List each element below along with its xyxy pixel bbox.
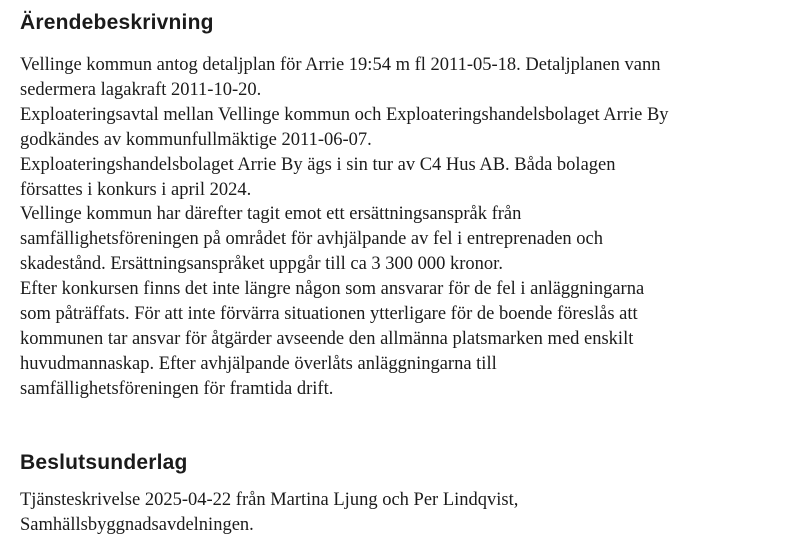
text-line: som påträffats. För att inte förvärra situationen ytterligare för de boende föreslås att (20, 304, 638, 325)
section-arendebeskrivning (20, 11, 782, 402)
arendebeskrivning-body-text (20, 53, 782, 402)
text-line: samfällighetsföreningen för framtida drift. (20, 378, 334, 399)
text-line: Exploateringshandelsbolaget Arrie By ägs i sin tur av C4 Hus AB. Båda bolagen (20, 154, 616, 175)
beslutsunderlag-body-text (20, 488, 782, 538)
text-line: Vellinge kommun antog detaljplan för Arrie 19:54 m fl 2011-05-18. Detaljplanen vann (20, 55, 661, 75)
text-line: sedermera lagakraft 2011-10-20. (20, 79, 262, 100)
text-line: skadestånd. Ersättningsanspråket uppgår till ca 3 300 000 kronor. (20, 254, 503, 275)
text-line: Samhällsbyggnadsavdelningen. (20, 514, 254, 535)
text-line: godkändes av kommunfullmäktige 2011-06-07. (20, 129, 372, 150)
text-line: samfällighetsföreningen på området för avhjälpande av fel i entreprenaden och (20, 229, 604, 250)
heading-arendebeskrivning: Ärendebeskrivning (20, 11, 214, 34)
text-line: Efter konkursen finns det inte längre någon som ansvarar för de fel i anläggningarna (20, 279, 645, 300)
text-line: försattes i konkurs i april 2024. (20, 179, 252, 200)
text-line: Vellinge kommun har därefter tagit emot ett ersättningsanspråk från (20, 204, 522, 225)
section-beslutsunderlag (20, 451, 782, 538)
heading-beslutsunderlag: Beslutsunderlag (20, 450, 188, 474)
text-line: huvudmannaskap. Efter avhjälpande överlåts anläggningarna till (20, 353, 497, 374)
text-line: Exploateringsavtal mellan Vellinge kommun och Exploateringshandelsbolaget Arrie By (20, 104, 669, 125)
text-line: Tjänsteskrivelse 2025-04-22 från Martina Ljung och Per Lindqvist, (20, 489, 519, 510)
text-line: kommunen tar ansvar för åtgärder avseende den allmänna platsmarken med enskilt (20, 328, 634, 349)
